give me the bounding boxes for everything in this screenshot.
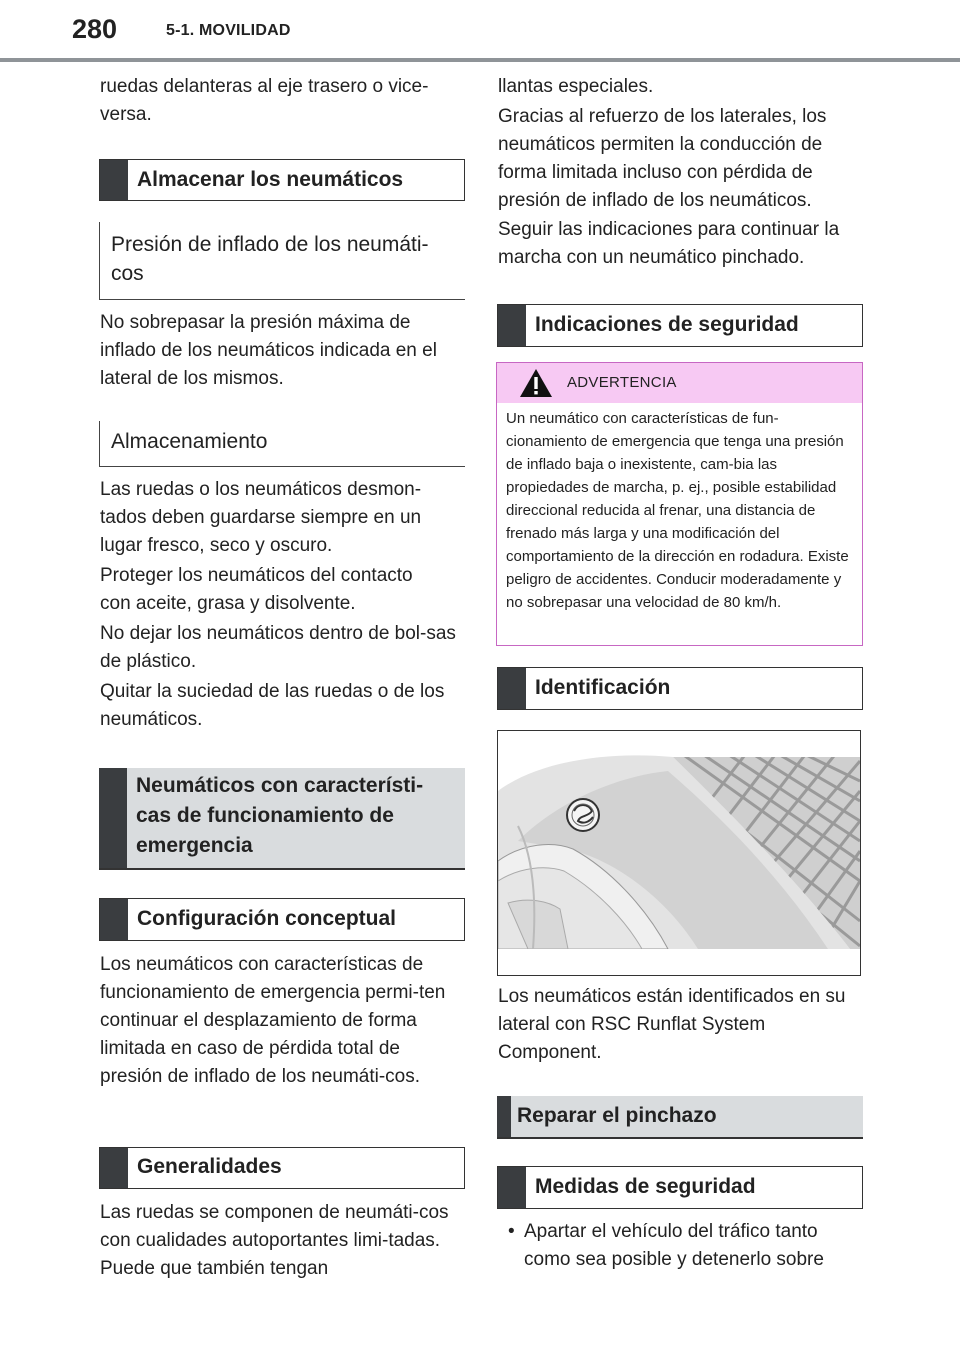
reinforce-paragraph: Gracias al refuerzo de los laterales, los neumáticos permiten la conducción de forma limitada incluso con pérdida de presión de inflado de los neumáticos.	[498, 106, 827, 211]
follow-paragraph: Seguir las indicaciones para continuar la marcha con un neumático pinchado.	[498, 219, 840, 268]
heading-ident-title: Identificación	[535, 676, 671, 699]
storage-paragraph-2: Proteger los neumáticos del contacto con aceite, grasa y disolvente.	[100, 565, 413, 614]
tire-illustration	[497, 730, 861, 976]
heading-concept-title: Configuración conceptual	[137, 907, 397, 930]
general-paragraph: Las ruedas se componen de neumáti-cos con cualidades autoportantes limi-tadas. Puede que también tengan	[100, 1202, 449, 1279]
intro-paragraph: ruedas delanteras al eje trasero o vice-versa.	[100, 76, 429, 125]
heading-tab	[100, 899, 128, 940]
heading-repair-title: Reparar el pinchazo	[517, 1104, 717, 1127]
heading-tab	[497, 1096, 511, 1137]
heading-runflat-title: Neumáticos con característi-cas de funcionamiento de emergencia	[136, 774, 424, 857]
concept-paragraph: Los neumáticos con características de funcionamiento de emergencia permi-ten continuar el desplazamiento de forma limitada en caso de pérdida total de presión de inflado de los neumáti-cos.	[100, 954, 446, 1087]
heading-tab	[498, 1167, 526, 1208]
subheading-storage	[99, 421, 465, 467]
heading-measures	[497, 1166, 863, 1209]
pressure-paragraph: No sobrepasar la presión máxima de inflado de los neumáticos indicada en el lateral de los mismos.	[100, 312, 437, 389]
heading-tab	[100, 160, 128, 200]
heading-tab	[99, 768, 127, 868]
rims-paragraph: llantas especiales.	[498, 76, 654, 97]
heading-concept	[99, 898, 465, 941]
heading-safety-title: Indicaciones de seguridad	[535, 313, 799, 336]
heading-storage	[99, 159, 465, 201]
heading-storage-title: Almacenar los neumáticos	[137, 168, 404, 191]
warning-triangle-icon	[519, 368, 553, 398]
heading-safety	[497, 304, 863, 347]
warning-header	[497, 363, 862, 403]
heading-tab	[498, 305, 526, 346]
warning-box	[496, 362, 863, 646]
ident-paragraph: Los neumáticos están identificados en su lateral con RSC Runflat System Component.	[498, 986, 846, 1063]
heading-measures-title: Medidas de seguridad	[535, 1175, 756, 1198]
warning-title: ADVERTENCIA	[567, 374, 677, 391]
heading-tab	[100, 1148, 128, 1188]
bullet-dot: •	[508, 1221, 515, 1242]
subheading-storage-title: Almacenamiento	[111, 430, 268, 453]
storage-paragraph-1: Las ruedas o los neumáticos desmon-tados deben guardarse siempre en un lugar fresco, seco y oscuro.	[100, 479, 422, 556]
storage-paragraph-3: No dejar los neumáticos dentro de bol-sas de plástico.	[100, 623, 456, 672]
page-header	[0, 0, 960, 62]
warning-body: Un neumático con características de fun-cionamiento de emergencia que tenga una presión de inflado baja o inexistente, cam-bia las propiedades de marcha, p. ej., posible estabilidad direccional reducida al frenar, una distancia de frenado más larga y una modificación del comportamiento de la dirección en rodadura. Existe peligro de accidentes. Conducir moderadamente y no sobrepasar una velocidad de 80 km/h.	[506, 410, 849, 611]
page-number: 280	[72, 14, 118, 44]
header-rule	[0, 58, 960, 62]
tire-sidewall-illustration	[498, 731, 860, 975]
heading-runflat	[99, 768, 465, 870]
heading-repair	[497, 1096, 863, 1139]
section-title: 5-1. MOVILIDAD	[166, 22, 291, 39]
storage-paragraph-4: Quitar la suciedad de las ruedas o de los neumáticos.	[100, 681, 445, 730]
bullet-text: Apartar el vehículo del tráfico tanto como sea posible y detenerlo sobre	[524, 1221, 824, 1270]
subheading-pressure-title: Presión de inflado de los neumáti-cos	[111, 233, 429, 285]
subheading-pressure	[99, 222, 465, 300]
heading-ident	[497, 667, 863, 710]
heading-tab	[498, 668, 526, 709]
heading-general-title: Generalidades	[137, 1155, 282, 1178]
heading-general	[99, 1147, 465, 1189]
